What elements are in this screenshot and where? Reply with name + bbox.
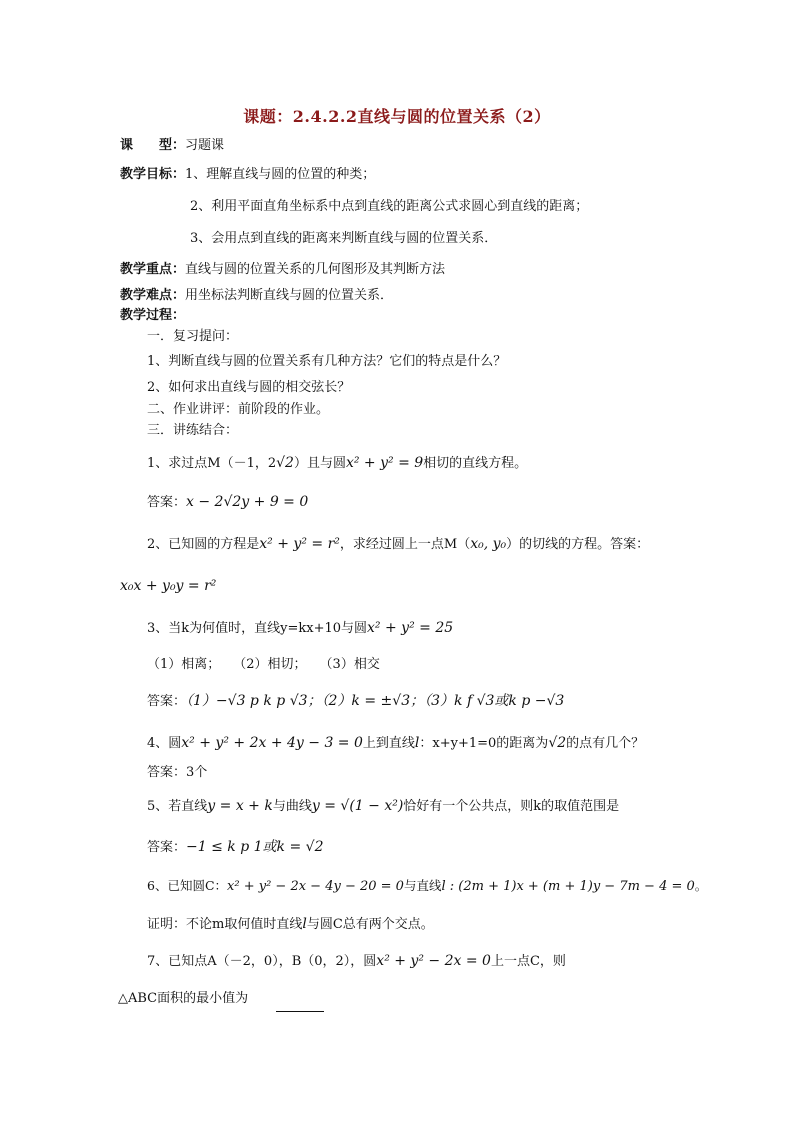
lesson-type-label: 课 型： bbox=[120, 138, 186, 153]
practice-heading: 三．讲练结合： bbox=[147, 423, 239, 438]
problem-5-math-b: y = √(1 − x²) bbox=[311, 798, 404, 814]
problem-3-math-a: x² + y² = 25 bbox=[367, 620, 454, 636]
problem-6-math-a: x² + y² − 2x − 4y − 20 = 0 bbox=[227, 879, 404, 894]
problem-5-text-a: 5、若直线 bbox=[147, 799, 208, 814]
problem-1-text-b: ）且与圆 bbox=[293, 456, 346, 471]
problem-1-math-a: √2 bbox=[276, 455, 294, 471]
review-question-1: 1、判断直线与圆的位置关系有几种方法？它们的特点是什么？ bbox=[147, 354, 507, 369]
lesson-title: 课题：2.4.2.2直线与圆的位置关系（2） bbox=[243, 107, 551, 126]
problem-4-answer: 答案：3个 bbox=[147, 765, 208, 780]
teaching-goal-line bbox=[120, 166, 375, 184]
answer-blank-line bbox=[276, 1011, 324, 1012]
problem-2-text-b: ，求经过圆上一点M（ bbox=[339, 537, 471, 552]
problem-3-answer-math: （1）−√3 p k p √3；（2）k = ±√3；（3）k f √3或k p −√3 bbox=[186, 693, 565, 709]
problem-5-math-a: y = x + k bbox=[207, 798, 273, 814]
key-point-label: 教学重点： bbox=[120, 262, 186, 277]
lesson-type-value: 习题课 bbox=[185, 138, 225, 153]
problem-2-answer-math: x₀x + y₀y = r² bbox=[120, 578, 217, 594]
problem-2 bbox=[147, 535, 649, 554]
problem-4-text-b: 上到直线 bbox=[362, 736, 415, 751]
problem-1-answer bbox=[147, 493, 308, 512]
teaching-goal-2: 2、利用平面直角坐标系中点到直线的距离公式求圆心到直线的距离； bbox=[190, 199, 589, 214]
problem-4-text-c: ：x+y+1=0的距离为 bbox=[419, 736, 549, 751]
problem-4-math-a: x² + y² + 2x + 4y − 3 = 0 bbox=[181, 735, 363, 751]
problem-6-text-b: 与直线 bbox=[403, 878, 442, 893]
problem-3-answer bbox=[147, 692, 564, 711]
problem-4-text-a: 4、圆 bbox=[147, 736, 182, 751]
problem-6-proof-math: l bbox=[302, 916, 307, 932]
problem-6 bbox=[147, 877, 707, 896]
problem-6-text-a: 6、已知圆C： bbox=[147, 878, 228, 893]
problem-2-math-a: x² + y² = r² bbox=[259, 536, 340, 552]
difficulty-line bbox=[120, 287, 393, 305]
problem-1-math-b: x² + y² = 9 bbox=[345, 455, 424, 471]
problem-1-answer-math: x − 2√2y + 9 = 0 bbox=[186, 494, 309, 510]
problem-7 bbox=[147, 952, 566, 971]
problem-3-answer-label: 答案： bbox=[147, 694, 187, 709]
problem-6-proof-a: 证明：不论m取何值时直线 bbox=[147, 917, 303, 932]
problem-4-math-c: √2 bbox=[548, 735, 567, 751]
problem-2-text-a: 2、已知圆的方程是 bbox=[147, 537, 260, 552]
teaching-goal-3: 3、会用点到直线的距离来判断直线与圆的位置关系． bbox=[190, 231, 498, 246]
problem-6-proof bbox=[147, 915, 434, 934]
review-heading: 一．复习提问： bbox=[147, 329, 239, 344]
problem-6-text-c: 。 bbox=[694, 878, 708, 893]
review-question-2: 2、如何求出直线与圆的相交弦长？ bbox=[147, 380, 351, 395]
difficulty-label: 教学难点： bbox=[120, 288, 186, 303]
key-point-value: 直线与圆的位置关系的几何图形及其判断方法 bbox=[185, 262, 446, 277]
problem-6-math-b: l : (2m + 1)x + (m + 1)y − 7m − 4 = 0 bbox=[441, 879, 695, 894]
process-label: 教学过程： bbox=[120, 308, 186, 323]
problem-1-answer-label: 答案： bbox=[147, 495, 187, 510]
problem-4 bbox=[147, 734, 644, 753]
problem-1 bbox=[147, 454, 527, 473]
problem-5 bbox=[147, 797, 619, 816]
key-point-line bbox=[120, 261, 445, 279]
problem-3 bbox=[147, 619, 453, 638]
problem-3-options: （1）相离； （2）相切； （3）相交 bbox=[147, 657, 380, 672]
lesson-type-line bbox=[120, 137, 224, 155]
problem-7-line-2: △ABC面积的最小值为 bbox=[118, 991, 249, 1006]
problem-7-text-b: 上一点C，则 bbox=[490, 954, 566, 969]
teaching-goal-label: 教学目标： bbox=[120, 167, 186, 182]
problem-1-text-c: 相切的直线方程。 bbox=[423, 456, 528, 471]
problem-1-text-a: 1、求过点M（－1，2 bbox=[147, 456, 277, 471]
problem-5-answer-math: −1 ≤ k p 1或k = √2 bbox=[186, 839, 324, 855]
teaching-goal-1: 1、理解直线与圆的位置的种类； bbox=[185, 167, 376, 182]
problem-2-math-b: x₀, y₀ bbox=[470, 536, 507, 552]
homework-review: 二、作业讲评：前阶段的作业。 bbox=[147, 402, 330, 417]
problem-4-text-d: 的点有几个？ bbox=[566, 736, 645, 751]
problem-7-text-a: 7、已知点A（－2，0），B（0，2），圆 bbox=[147, 954, 377, 969]
problem-2-text-c: ）的切线的方程。答案： bbox=[506, 537, 650, 552]
problem-5-text-c: 恰好有一个公共点，则k的取值范围是 bbox=[403, 799, 620, 814]
problem-5-answer-label: 答案： bbox=[147, 840, 187, 855]
problem-7-math-a: x² + y² − 2x = 0 bbox=[376, 953, 491, 969]
problem-3-text-a: 3、当k为何值时，直线y=kx+10与圆 bbox=[147, 621, 368, 636]
problem-4-math-b: l bbox=[414, 735, 420, 751]
problem-5-text-b: 与曲线 bbox=[272, 799, 312, 814]
problem-5-answer bbox=[147, 838, 323, 857]
problem-6-proof-b: 与圆C总有两个交点。 bbox=[306, 917, 434, 932]
difficulty-value: 用坐标法判断直线与圆的位置关系． bbox=[185, 288, 394, 303]
